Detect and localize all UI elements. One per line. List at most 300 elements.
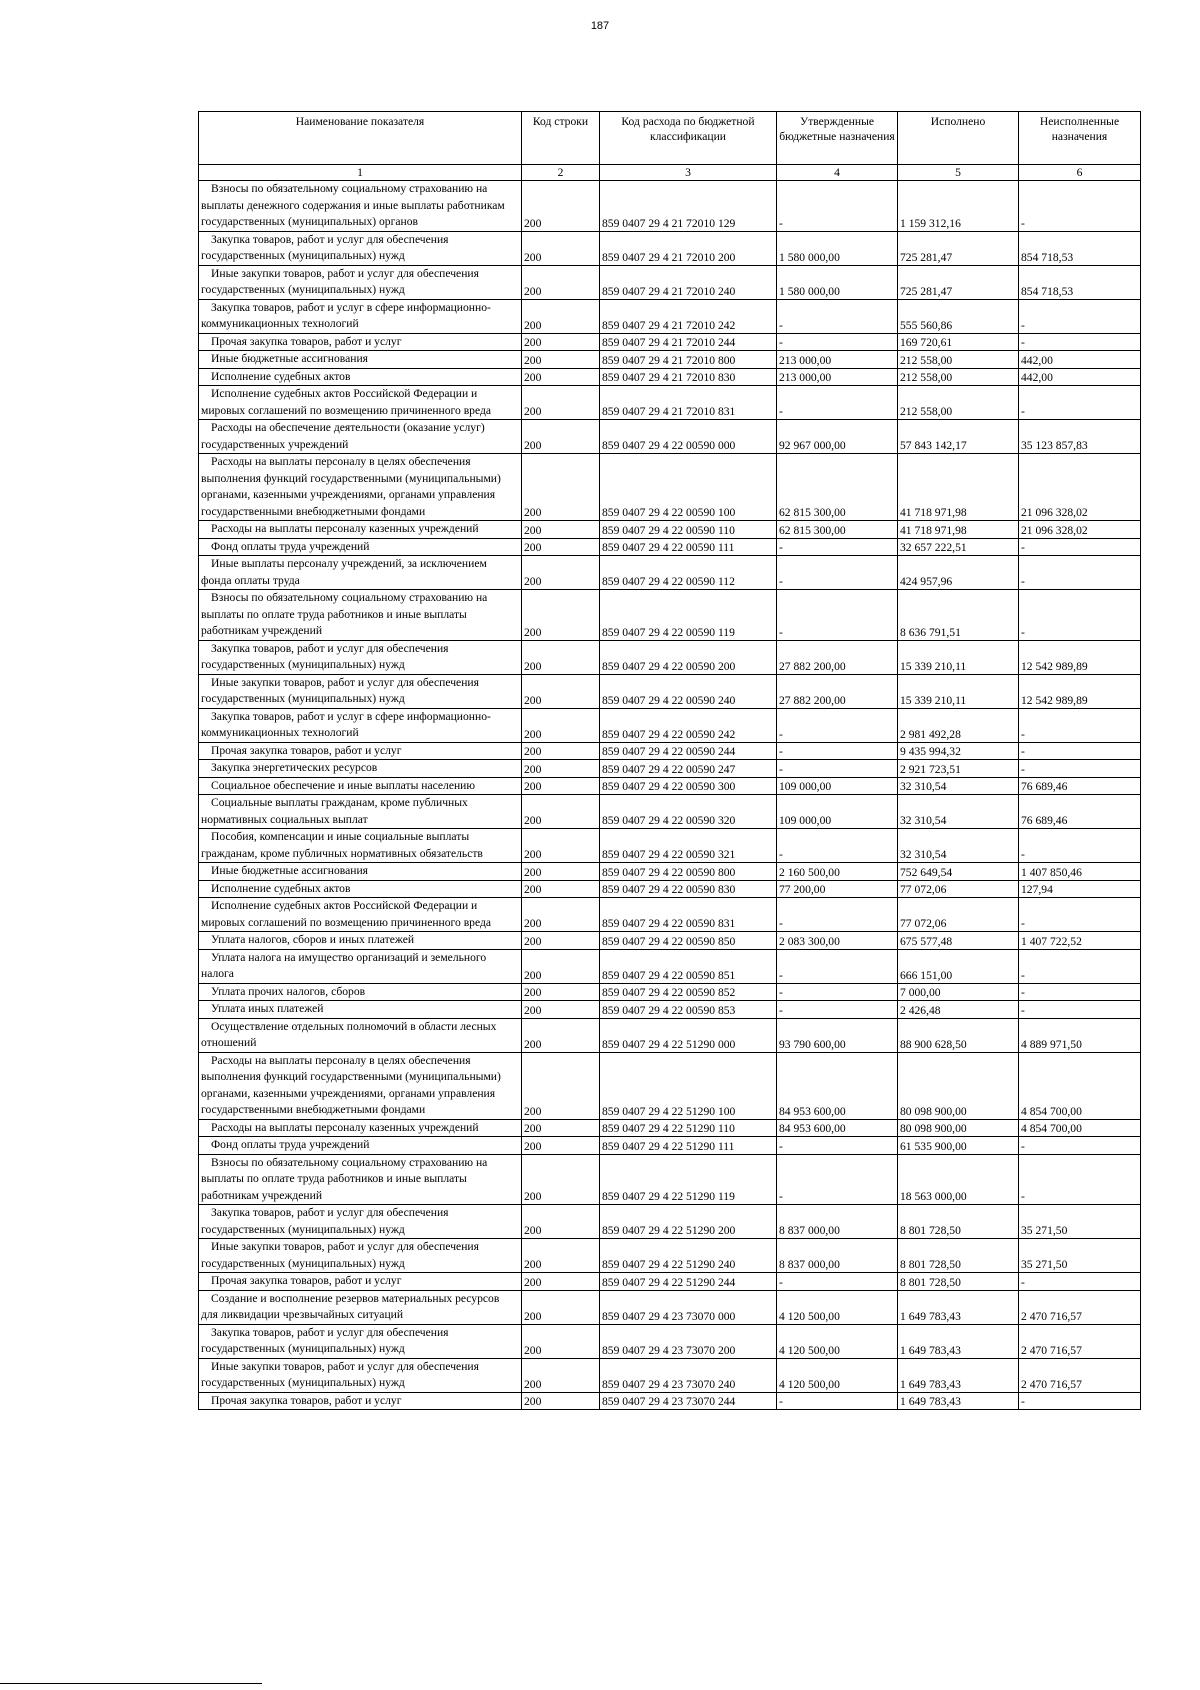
row-approved: -	[777, 538, 898, 556]
row-approved: -	[777, 590, 898, 641]
row-unexecuted: 127,94	[1019, 880, 1141, 898]
row-budget-code: 859 0407 29 4 22 51290 240	[600, 1239, 777, 1273]
column-number: 2	[522, 165, 600, 181]
row-executed: 18 563 000,00	[898, 1154, 1019, 1205]
row-budget-code: 859 0407 29 4 21 72010 200	[600, 231, 777, 265]
row-indicator-name: Исполнение судебных актов	[199, 368, 522, 386]
row-budget-code: 859 0407 29 4 22 51290 110	[600, 1119, 777, 1137]
row-executed: 1 649 783,43	[898, 1392, 1019, 1410]
row-indicator-name: Пособия, компенсации и иные социальные выплаты гражданам, кроме публичных нормативных обязательств	[199, 829, 522, 863]
row-approved: -	[777, 742, 898, 760]
row-executed: 41 718 971,98	[898, 521, 1019, 539]
row-unexecuted: -	[1019, 1137, 1141, 1155]
row-line-code: 200	[522, 708, 600, 742]
row-approved: 62 815 300,00	[777, 521, 898, 539]
row-executed: 2 921 723,51	[898, 760, 1019, 778]
row-budget-code: 859 0407 29 4 22 00590 850	[600, 932, 777, 950]
column-number: 4	[777, 165, 898, 181]
row-approved: 213 000,00	[777, 368, 898, 386]
row-executed: 212 558,00	[898, 351, 1019, 369]
row-approved: -	[777, 333, 898, 351]
row-line-code: 200	[522, 1324, 600, 1358]
table-row	[199, 777, 1141, 795]
row-unexecuted: 12 542 989,89	[1019, 674, 1141, 708]
row-indicator-name: Иные закупки товаров, работ и услуг для обеспечения государственных (муниципальных) нужд	[199, 265, 522, 299]
row-approved: 213 000,00	[777, 351, 898, 369]
row-unexecuted: -	[1019, 1392, 1141, 1410]
row-budget-code: 859 0407 29 4 21 72010 244	[600, 333, 777, 351]
row-approved: 93 790 600,00	[777, 1018, 898, 1052]
row-approved: 109 000,00	[777, 777, 898, 795]
row-executed: 15 339 210,11	[898, 640, 1019, 674]
row-unexecuted: -	[1019, 1154, 1141, 1205]
table-row	[199, 590, 1141, 641]
row-approved: 2 160 500,00	[777, 863, 898, 881]
row-executed: 41 718 971,98	[898, 454, 1019, 521]
row-indicator-name: Создание и восполнение резервов материальных ресурсов для ликвидации чрезвычайных ситуаций	[199, 1290, 522, 1324]
row-budget-code: 859 0407 29 4 22 00590 247	[600, 760, 777, 778]
row-approved: -	[777, 983, 898, 1001]
row-indicator-name: Социальные выплаты гражданам, кроме публичных нормативных социальных выплат	[199, 795, 522, 829]
row-approved: 84 953 600,00	[777, 1052, 898, 1119]
row-approved: 8 837 000,00	[777, 1239, 898, 1273]
row-executed: 77 072,06	[898, 898, 1019, 932]
row-line-code: 200	[522, 1154, 600, 1205]
table-row	[199, 333, 1141, 351]
row-line-code: 200	[522, 1119, 600, 1137]
column-number-row	[199, 165, 1141, 181]
row-indicator-name: Иные закупки товаров, работ и услуг для обеспечения государственных (муниципальных) нужд	[199, 1358, 522, 1392]
row-line-code: 200	[522, 538, 600, 556]
row-line-code: 200	[522, 1358, 600, 1392]
row-indicator-name: Взносы по обязательному социальному страхованию на выплаты денежного содержания и иные выплаты работникам государственных (муниципальных) органов	[199, 181, 522, 232]
row-unexecuted: 442,00	[1019, 368, 1141, 386]
column-number: 3	[600, 165, 777, 181]
table-row	[199, 299, 1141, 333]
header-unexecuted: Неисполненные назначения	[1019, 112, 1141, 165]
row-budget-code: 859 0407 29 4 22 00590 244	[600, 742, 777, 760]
header-line-code: Код строки	[522, 112, 600, 165]
row-unexecuted: -	[1019, 708, 1141, 742]
row-budget-code: 859 0407 29 4 21 72010 831	[600, 386, 777, 420]
table-row	[199, 760, 1141, 778]
row-approved: 92 967 000,00	[777, 420, 898, 454]
row-budget-code: 859 0407 29 4 22 00590 111	[600, 538, 777, 556]
table-row	[199, 742, 1141, 760]
row-line-code: 200	[522, 1052, 600, 1119]
row-indicator-name: Фонд оплаты труда учреждений	[199, 1137, 522, 1155]
column-number: 1	[199, 165, 522, 181]
row-approved: -	[777, 386, 898, 420]
row-executed: 1 159 312,16	[898, 181, 1019, 232]
row-line-code: 200	[522, 1239, 600, 1273]
row-line-code: 200	[522, 265, 600, 299]
row-executed: 61 535 900,00	[898, 1137, 1019, 1155]
row-line-code: 200	[522, 1018, 600, 1052]
row-budget-code: 859 0407 29 4 22 51290 111	[600, 1137, 777, 1155]
row-indicator-name: Закупка товаров, работ и услуг для обеспечения государственных (муниципальных) нужд	[199, 231, 522, 265]
table-header	[199, 112, 1141, 181]
row-indicator-name: Исполнение судебных актов	[199, 880, 522, 898]
row-indicator-name: Взносы по обязательному социальному страхованию на выплаты по оплате труда работников и иные выплаты работникам учреждений	[199, 590, 522, 641]
table-body	[199, 181, 1141, 1410]
row-indicator-name: Прочая закупка товаров, работ и услуг	[199, 742, 522, 760]
row-indicator-name: Уплата иных платежей	[199, 1001, 522, 1019]
row-unexecuted: 76 689,46	[1019, 795, 1141, 829]
row-indicator-name: Иные выплаты персоналу учреждений, за исключением фонда оплаты труда	[199, 556, 522, 590]
row-executed: 2 426,48	[898, 1001, 1019, 1019]
row-approved: -	[777, 949, 898, 983]
row-line-code: 200	[522, 932, 600, 950]
row-indicator-name: Закупка товаров, работ и услуг для обеспечения государственных (муниципальных) нужд	[199, 640, 522, 674]
table-row	[199, 949, 1141, 983]
row-line-code: 200	[522, 454, 600, 521]
row-executed: 725 281,47	[898, 231, 1019, 265]
column-number: 5	[898, 165, 1019, 181]
row-line-code: 200	[522, 521, 600, 539]
row-line-code: 200	[522, 983, 600, 1001]
table-row	[199, 1239, 1141, 1273]
row-executed: 8 801 728,50	[898, 1239, 1019, 1273]
row-unexecuted: 76 689,46	[1019, 777, 1141, 795]
row-approved: -	[777, 898, 898, 932]
table-row	[199, 521, 1141, 539]
budget-execution-table	[198, 111, 1141, 1410]
row-unexecuted: -	[1019, 386, 1141, 420]
row-approved: 2 083 300,00	[777, 932, 898, 950]
row-unexecuted: 854 718,53	[1019, 265, 1141, 299]
row-unexecuted: 1 407 722,52	[1019, 932, 1141, 950]
row-executed: 8 801 728,50	[898, 1205, 1019, 1239]
row-unexecuted: -	[1019, 829, 1141, 863]
row-indicator-name: Закупка энергетических ресурсов	[199, 760, 522, 778]
header-row	[199, 112, 1141, 165]
table-row	[199, 983, 1141, 1001]
row-approved: -	[777, 1137, 898, 1155]
row-approved: 27 882 200,00	[777, 640, 898, 674]
row-line-code: 200	[522, 386, 600, 420]
row-indicator-name: Фонд оплаты труда учреждений	[199, 538, 522, 556]
row-budget-code: 859 0407 29 4 23 73070 000	[600, 1290, 777, 1324]
row-line-code: 200	[522, 742, 600, 760]
row-unexecuted: -	[1019, 181, 1141, 232]
row-line-code: 200	[522, 1205, 600, 1239]
row-line-code: 200	[522, 1273, 600, 1291]
row-indicator-name: Закупка товаров, работ и услуг для обеспечения государственных (муниципальных) нужд	[199, 1205, 522, 1239]
row-line-code: 200	[522, 674, 600, 708]
row-approved: -	[777, 1001, 898, 1019]
row-indicator-name: Прочая закупка товаров, работ и услуг	[199, 1273, 522, 1291]
row-unexecuted: 35 271,50	[1019, 1239, 1141, 1273]
row-executed: 1 649 783,43	[898, 1290, 1019, 1324]
row-line-code: 200	[522, 420, 600, 454]
row-budget-code: 859 0407 29 4 22 00590 321	[600, 829, 777, 863]
row-budget-code: 859 0407 29 4 21 72010 240	[600, 265, 777, 299]
row-unexecuted: 4 854 700,00	[1019, 1052, 1141, 1119]
table-row	[199, 932, 1141, 950]
row-budget-code: 859 0407 29 4 22 00590 320	[600, 795, 777, 829]
row-budget-code: 859 0407 29 4 22 00590 119	[600, 590, 777, 641]
table-row	[199, 1273, 1141, 1291]
row-executed: 8 801 728,50	[898, 1273, 1019, 1291]
row-unexecuted: -	[1019, 983, 1141, 1001]
row-indicator-name: Расходы на выплаты персоналу в целях обеспечения выполнения функций государственными (муниципальными) органами, казенными учреждениями, органами управления государственными внебюджетными фондами	[199, 1052, 522, 1119]
row-indicator-name: Уплата прочих налогов, сборов	[199, 983, 522, 1001]
row-indicator-name: Уплата налогов, сборов и иных платежей	[199, 932, 522, 950]
row-budget-code: 859 0407 29 4 22 51290 200	[600, 1205, 777, 1239]
row-approved: 84 953 600,00	[777, 1119, 898, 1137]
row-indicator-name: Исполнение судебных актов Российской Федерации и мировых соглашений по возмещению причиненного вреда	[199, 386, 522, 420]
row-line-code: 200	[522, 590, 600, 641]
row-indicator-name: Осуществление отдельных полномочий в области лесных отношений	[199, 1018, 522, 1052]
row-executed: 32 310,54	[898, 829, 1019, 863]
row-budget-code: 859 0407 29 4 22 00590 300	[600, 777, 777, 795]
row-unexecuted: 2 470 716,57	[1019, 1290, 1141, 1324]
row-approved: -	[777, 1273, 898, 1291]
row-approved: 4 120 500,00	[777, 1324, 898, 1358]
table-row	[199, 420, 1141, 454]
table-row	[199, 386, 1141, 420]
row-line-code: 200	[522, 1392, 600, 1410]
row-executed: 15 339 210,11	[898, 674, 1019, 708]
row-budget-code: 859 0407 29 4 22 00590 800	[600, 863, 777, 881]
row-unexecuted: 21 096 328,02	[1019, 521, 1141, 539]
row-unexecuted: 2 470 716,57	[1019, 1324, 1141, 1358]
row-indicator-name: Иные закупки товаров, работ и услуг для обеспечения государственных (муниципальных) нужд	[199, 1239, 522, 1273]
row-line-code: 200	[522, 556, 600, 590]
row-budget-code: 859 0407 29 4 21 72010 830	[600, 368, 777, 386]
row-unexecuted: -	[1019, 333, 1141, 351]
row-executed: 169 720,61	[898, 333, 1019, 351]
row-line-code: 200	[522, 231, 600, 265]
table-row	[199, 674, 1141, 708]
header-approved: Утвержденные бюджетные назначения	[777, 112, 898, 165]
row-executed: 77 072,06	[898, 880, 1019, 898]
table-row	[199, 556, 1141, 590]
row-executed: 9 435 994,32	[898, 742, 1019, 760]
row-unexecuted: -	[1019, 742, 1141, 760]
row-executed: 725 281,47	[898, 265, 1019, 299]
row-indicator-name: Расходы на обеспечение деятельности (оказание услуг) государственных учреждений	[199, 420, 522, 454]
header-indicator-name: Наименование показателя	[199, 112, 522, 165]
row-unexecuted: -	[1019, 760, 1141, 778]
table-row	[199, 1119, 1141, 1137]
row-approved: -	[777, 829, 898, 863]
row-executed: 32 310,54	[898, 777, 1019, 795]
row-budget-code: 859 0407 29 4 22 00590 100	[600, 454, 777, 521]
row-executed: 8 636 791,51	[898, 590, 1019, 641]
row-line-code: 200	[522, 880, 600, 898]
row-executed: 666 151,00	[898, 949, 1019, 983]
row-line-code: 200	[522, 640, 600, 674]
row-approved: 4 120 500,00	[777, 1358, 898, 1392]
table-row	[199, 265, 1141, 299]
row-unexecuted: 854 718,53	[1019, 231, 1141, 265]
row-budget-code: 859 0407 29 4 22 51290 119	[600, 1154, 777, 1205]
table-row	[199, 368, 1141, 386]
row-unexecuted: 442,00	[1019, 351, 1141, 369]
row-indicator-name: Прочая закупка товаров, работ и услуг	[199, 333, 522, 351]
row-executed: 424 957,96	[898, 556, 1019, 590]
row-unexecuted: 2 470 716,57	[1019, 1358, 1141, 1392]
row-approved: 1 580 000,00	[777, 231, 898, 265]
row-unexecuted: -	[1019, 898, 1141, 932]
row-executed: 752 649,54	[898, 863, 1019, 881]
row-executed: 80 098 900,00	[898, 1119, 1019, 1137]
row-unexecuted: 21 096 328,02	[1019, 454, 1141, 521]
row-unexecuted: -	[1019, 949, 1141, 983]
table-row	[199, 1018, 1141, 1052]
row-line-code: 200	[522, 777, 600, 795]
table-row	[199, 454, 1141, 521]
row-line-code: 200	[522, 299, 600, 333]
row-budget-code: 859 0407 29 4 21 72010 800	[600, 351, 777, 369]
table-row	[199, 1137, 1141, 1155]
row-budget-code: 859 0407 29 4 23 73070 244	[600, 1392, 777, 1410]
row-line-code: 200	[522, 863, 600, 881]
row-budget-code: 859 0407 29 4 23 73070 200	[600, 1324, 777, 1358]
row-indicator-name: Закупка товаров, работ и услуг в сфере информационно-коммуникационных технологий	[199, 708, 522, 742]
table-row	[199, 640, 1141, 674]
row-executed: 212 558,00	[898, 386, 1019, 420]
table-row	[199, 795, 1141, 829]
header-executed: Исполнено	[898, 112, 1019, 165]
row-line-code: 200	[522, 333, 600, 351]
row-executed: 7 000,00	[898, 983, 1019, 1001]
row-indicator-name: Расходы на выплаты персоналу казенных учреждений	[199, 1119, 522, 1137]
table-row	[199, 708, 1141, 742]
table-row	[199, 880, 1141, 898]
table-row	[199, 1324, 1141, 1358]
row-approved: 4 120 500,00	[777, 1290, 898, 1324]
row-unexecuted: 35 271,50	[1019, 1205, 1141, 1239]
header-budget-classification-code: Код расхода по бюджетной классификации	[600, 112, 777, 165]
row-line-code: 200	[522, 368, 600, 386]
row-indicator-name: Иные закупки товаров, работ и услуг для обеспечения государственных (муниципальных) нужд	[199, 674, 522, 708]
row-line-code: 200	[522, 1001, 600, 1019]
row-budget-code: 859 0407 29 4 22 00590 852	[600, 983, 777, 1001]
row-line-code: 200	[522, 181, 600, 232]
table-row	[199, 898, 1141, 932]
row-indicator-name: Социальное обеспечение и иные выплаты населению	[199, 777, 522, 795]
row-line-code: 200	[522, 760, 600, 778]
row-budget-code: 859 0407 29 4 22 51290 000	[600, 1018, 777, 1052]
row-approved: -	[777, 181, 898, 232]
row-unexecuted: -	[1019, 299, 1141, 333]
row-unexecuted: -	[1019, 538, 1141, 556]
row-indicator-name: Расходы на выплаты персоналу в целях обеспечения выполнения функций государственными (муниципальными) органами, казенными учреждениями, органами управления государственными внебюджетными фондами	[199, 454, 522, 521]
row-budget-code: 859 0407 29 4 22 51290 244	[600, 1273, 777, 1291]
row-line-code: 200	[522, 1137, 600, 1155]
row-line-code: 200	[522, 829, 600, 863]
row-executed: 57 843 142,17	[898, 420, 1019, 454]
row-approved: 62 815 300,00	[777, 454, 898, 521]
row-unexecuted: 1 407 850,46	[1019, 863, 1141, 881]
row-budget-code: 859 0407 29 4 22 00590 110	[600, 521, 777, 539]
row-approved: 109 000,00	[777, 795, 898, 829]
row-budget-code: 859 0407 29 4 21 72010 242	[600, 299, 777, 333]
table-row	[199, 1358, 1141, 1392]
row-unexecuted: -	[1019, 590, 1141, 641]
row-budget-code: 859 0407 29 4 22 00590 853	[600, 1001, 777, 1019]
row-budget-code: 859 0407 29 4 22 00590 112	[600, 556, 777, 590]
row-unexecuted: -	[1019, 1001, 1141, 1019]
row-indicator-name: Закупка товаров, работ и услуг в сфере информационно-коммуникационных технологий	[199, 299, 522, 333]
table-row	[199, 1001, 1141, 1019]
row-budget-code: 859 0407 29 4 22 00590 851	[600, 949, 777, 983]
row-executed: 675 577,48	[898, 932, 1019, 950]
table-row	[199, 829, 1141, 863]
row-approved: 1 580 000,00	[777, 265, 898, 299]
row-budget-code: 859 0407 29 4 22 00590 831	[600, 898, 777, 932]
row-executed: 88 900 628,50	[898, 1018, 1019, 1052]
row-line-code: 200	[522, 949, 600, 983]
row-unexecuted: 12 542 989,89	[1019, 640, 1141, 674]
table-row	[199, 1205, 1141, 1239]
row-executed: 1 649 783,43	[898, 1324, 1019, 1358]
row-line-code: 200	[522, 898, 600, 932]
row-approved: -	[777, 708, 898, 742]
row-budget-code: 859 0407 29 4 22 00590 200	[600, 640, 777, 674]
row-budget-code: 859 0407 29 4 21 72010 129	[600, 181, 777, 232]
row-budget-code: 859 0407 29 4 22 00590 242	[600, 708, 777, 742]
row-approved: -	[777, 1392, 898, 1410]
row-budget-code: 859 0407 29 4 22 00590 000	[600, 420, 777, 454]
column-number: 6	[1019, 165, 1141, 181]
row-budget-code: 859 0407 29 4 22 00590 240	[600, 674, 777, 708]
row-indicator-name: Прочая закупка товаров, работ и услуг	[199, 1392, 522, 1410]
row-indicator-name: Уплата налога на имущество организаций и земельного налога	[199, 949, 522, 983]
table-row	[199, 1392, 1141, 1410]
row-indicator-name: Закупка товаров, работ и услуг для обеспечения государственных (муниципальных) нужд	[199, 1324, 522, 1358]
row-indicator-name: Иные бюджетные ассигнования	[199, 863, 522, 881]
row-executed: 32 657 222,51	[898, 538, 1019, 556]
table-row	[199, 538, 1141, 556]
row-unexecuted: 35 123 857,83	[1019, 420, 1141, 454]
row-line-code: 200	[522, 351, 600, 369]
page-number: 187	[590, 20, 610, 32]
row-unexecuted: 4 889 971,50	[1019, 1018, 1141, 1052]
row-executed: 2 981 492,28	[898, 708, 1019, 742]
row-executed: 555 560,86	[898, 299, 1019, 333]
row-budget-code: 859 0407 29 4 23 73070 240	[600, 1358, 777, 1392]
row-indicator-name: Взносы по обязательному социальному страхованию на выплаты по оплате труда работников и иные выплаты работникам учреждений	[199, 1154, 522, 1205]
row-line-code: 200	[522, 795, 600, 829]
row-approved: 8 837 000,00	[777, 1205, 898, 1239]
bottom-divider	[0, 1683, 262, 1684]
row-budget-code: 859 0407 29 4 22 00590 830	[600, 880, 777, 898]
row-executed: 212 558,00	[898, 368, 1019, 386]
table-row	[199, 1052, 1141, 1119]
row-approved: -	[777, 556, 898, 590]
row-approved: -	[777, 1154, 898, 1205]
table-row	[199, 863, 1141, 881]
row-line-code: 200	[522, 1290, 600, 1324]
row-unexecuted: 4 854 700,00	[1019, 1119, 1141, 1137]
table-row	[199, 1154, 1141, 1205]
row-approved: -	[777, 299, 898, 333]
row-indicator-name: Расходы на выплаты персоналу казенных учреждений	[199, 521, 522, 539]
row-budget-code: 859 0407 29 4 22 51290 100	[600, 1052, 777, 1119]
row-approved: -	[777, 760, 898, 778]
row-executed: 80 098 900,00	[898, 1052, 1019, 1119]
table-row	[199, 181, 1141, 232]
row-unexecuted: -	[1019, 556, 1141, 590]
row-approved: 77 200,00	[777, 880, 898, 898]
row-unexecuted: -	[1019, 1273, 1141, 1291]
row-indicator-name: Иные бюджетные ассигнования	[199, 351, 522, 369]
row-indicator-name: Исполнение судебных актов Российской Федерации и мировых соглашений по возмещению причиненного вреда	[199, 898, 522, 932]
